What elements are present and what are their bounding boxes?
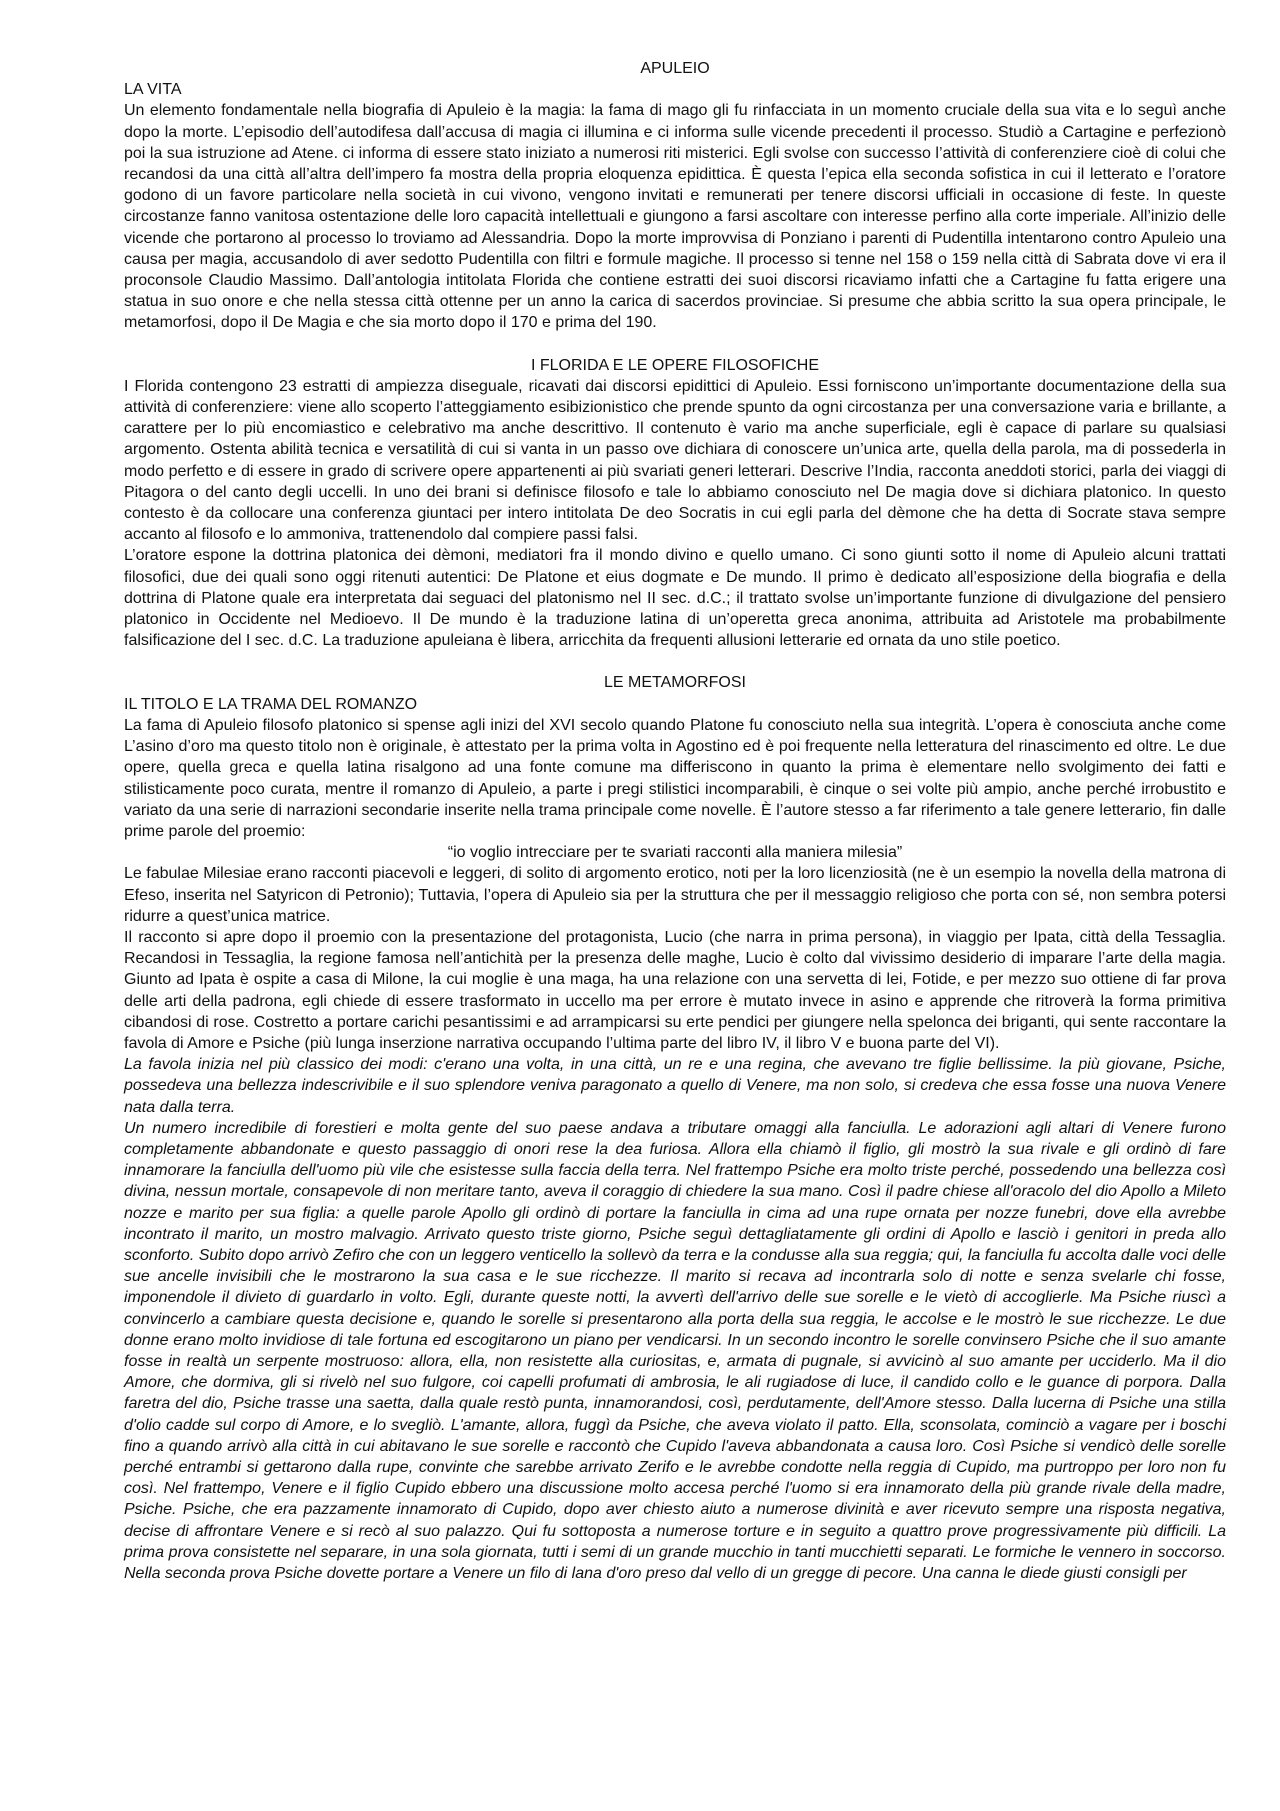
spacer xyxy=(124,651,1226,672)
spacer xyxy=(124,334,1226,355)
paragraph-metamorfosi-1: La fama di Apuleio filosofo platonico si spense agli inizi del XVI secolo quando Platone fu conosciuto nella sua integrità. L’opera è conosciuta anche come L’asino d’oro ma questo titolo non è originale, è attestato per la prima volta in Agostino ed è poi frequente nella letteratura del rinascimento ed oltre. Le due opere, quella greca e quella latina risalgono ad una fonte comune ma differiscono in quanto la prima è elementare nello svolgimento dei fatti e stilisticamente poco curata, mentre il romanzo di Apuleio, a parte i pregi stilistici incomparabili, è cinque o sei volte più ampio, anche perché irrobustito e variato da una serie di narrazioni secondarie inserite nella trama principale come novelle. È l’autore stesso a far riferimento a tale genere letterario, fin dalle prime parole del proemio: xyxy=(124,716,1226,840)
paragraph-metamorfosi-2: Le fabulae Milesiae erano racconti piacevoli e leggeri, di solito di argomento erotico, noti per la loro licenziosità (ne è un esempio la novella della matrona di Efeso, inserita nel Satyricon di Petronio); Tuttavia, l’opera di Apuleio sia per la struttura che per il messaggio religioso che porta con sé, non sembra potersi ridurre a quest’unica matrice. xyxy=(124,865,1226,925)
section-heading-vita: LA VITA xyxy=(124,81,182,99)
section-heading-metamorfosi: LE METAMORFOSI xyxy=(604,674,746,692)
subheading-titolo-trama: IL TITOLO E LA TRAMA DEL ROMANZO xyxy=(124,695,418,713)
paragraph-vita: Un elemento fondamentale nella biografia di Apuleio è la magia: la fama di mago gli fu rinfacciata in un momento cruciale della sua vita e lo seguì anche dopo la morte. L’episodio dell’autodifesa dall’accusa di magia ci illumina e ci informa sulle vicende precedenti il processo. Studiò a Cartagine e perfezionò poi la sua istruzione ad Atene. ci informa di essere stato iniziato a numerosi riti misterici. Egli svolse con successo l’attività di conferenziere cioè di colui che recandosi da una città all’altra dell’impero fa mostra della propria eloquenza epidittica. È questa l’epica ella seconda sofistica in cui il letterato e l’oratore godono di un favore particolare nella società in cui vivono, vengono invitati e remunerati per tenere discorsi ufficiali in occasione di feste. In queste circostanze fanno vanitosa ostentazione delle loro capacità intellettuali e giungono a farsi ascoltare con interesse perfino alla corte imperiale. All’inizio delle vicende che portarono al processo lo troviamo ad Alessandria. Dopo la morte improvvisa di Ponziano i parenti di Pudentilla intentarono contro Apuleio una causa per magia, accusandolo di aver sedotto Pudentilla con filtri e formule magiche. Il processo si tenne nel 158 o 159 nella città di Sabrata dove vi era il proconsole Claudio Massimo. Dall’antologia intitolata Florida che contiene estratti dei suoi discorsi ricaviamo infatti che a Cartagine fu fatta erigere una statua in suo onore e che nella stessa città ottenne per un anno la carica di sacerdos provinciae. Si presume che abbia scritto la sua opera principale, le metamorfosi, dopo il De Magia e che sia morto dopo il 170 e prima del 190. xyxy=(124,102,1226,332)
document-title: APULEIO xyxy=(640,60,710,77)
paragraph-florida-2: L’oratore espone la dottrina platonica dei dèmoni, mediatori fra il mondo divino e quello umano. Ci sono giunti sotto il nome di Apuleio alcuni trattati filosofici, due dei quali sono oggi ritenuti autentici: De Platone et eius dogmate e De mundo. Il primo è dedicato all’esposizione della biografia e della dottrina di Platone quale era interpretata dai seguaci del platonismo nel II sec. d.C.; il trattato svolse un’importante funzione di divulgazione del pensiero platonico in Occidente nel Medioevo. Il De mundo è la traduzione latina di un’operetta greca anonima, attribuita ad Aristotele ma probabilmente falsificazione del I sec. d.C. La traduzione apuleiana è libera, arricchita da frequenti allusioni letterarie ed ornata da uno stile poetico. xyxy=(124,547,1226,650)
italic-paragraph-favola-1: La favola inizia nel più classico dei modi: c'erano una volta, in una città, un re e una regina, che avevano tre figlie bellissime. la più giovane, Psiche, possedeva una bellezza indescrivibile e il suo splendore veniva paragonato a quello di Venere, ma non solo, si credeva che essa fosse una nuova Venere nata dalla terra. xyxy=(124,1056,1226,1116)
proem-quote: “io voglio intrecciare per te svariati racconti alla maniera milesia” xyxy=(447,844,903,862)
document-page xyxy=(124,58,1226,1584)
italic-paragraph-favola-2: Un numero incredibile di forestieri e molta gente del suo paese andava a tributare omaggi alla fanciulla. Le adorazioni agli altari di Venere furono completamente abbandonate e questo passaggio di onori rese la dea furiosa. Allora ella chiamò il figlio, gli mostrò la sua rivale e gli ordinò di fare innamorare la fanciulla dell'uomo più vile che esistesse sulla faccia della terra. Nel frattempo Psiche era molto triste perché, possedendo una bellezza così divina, nessun mortale, consapevole di non meritare tanto, aveva il coraggio di chiedere la sua mano. Così il padre chiese all'oracolo del dio Apollo a Mileto nozze e marito per sua figlia: a quelle parole Apollo gli ordinò di portare la fanciulla in cima ad una rupe ornata per nozze funebri, dove ella avrebbe incontrato il marito, un mostro malvagio. Arrivato questo triste giorno, Psiche seguì dettagliatamente gli ordini di Apollo e lasciò i genitori in preda allo sconforto. Subito dopo arrivò Zefiro che con un leggero venticello la sollevò da terra e la condusse alla sua reggia; qui, la fanciulla fu accolta dalle voci delle sue ancelle invisibili che le mostrarono la sua casa e le sue ricchezze. Il marito si recava ad incontrarla solo di notte e senza svelarle chi fosse, imponendole il divieto di guardarlo in volto. Egli, durante queste notti, la avvertì dell'arrivo delle sue sorelle e le vietò di accoglierle. Ma Psiche riuscì a convincerlo a cambiare questa decisione e, quando le sorelle si presentarono alla porta della sua reggia, le accolse e le mostrò le sue ricchezze. Le due donne erano molto invidiose di tale fortuna ed escogitarono un piano per vendicarsi. In un secondo incontro le sorelle convinsero Psiche che il suo amante fosse in realtà un serpente mostruoso: allora, ella, non resistette alla curiositas, e, armata di pugnale, si avvicinò al suo amante per ucciderlo. Ma il dio Amore, che dormiva, gli si rivelò nel suo fulgore, coi capelli profumati di ambrosia, le ali rugiadose di luce, il candido collo e le guance di porpora. Dalla faretra del dio, Psiche trasse una saetta, dalla quale restò punta, innamorandosi, così, perdutamente, dell'Amore stesso. Dalla lucerna di Psiche una stilla d'olio cadde sul corpo di Amore, e lo svegliò. L'amante, allora, fuggì da Psiche, che aveva violato il patto. Ella, sconsolata, cominciò a vagare per i boschi fino a quando arrivò alla città in cui abitavano le sue sorelle e raccontò che Cupido l'aveva abbandonata a causa loro. Così Psiche si vendicò delle sorelle perché entrambi si gettarono dalla rupe, convinte che sarebbe arrivato Zerifo e le avrebbe condotte nella reggia di Cupido, ma purtroppo per loro non fu così. Nel frattempo, Venere e il figlio Cupido ebbero una discussione molto accesa perché l'uomo si era innamorato della più grande rivale della madre, Psiche. Psiche, che era pazzamente innamorato di Cupido, dopo aver chiesto aiuto a numerose divinità e aver ricevuto sempre una risposta negativa, decise di affrontare Venere e si recò al suo palazzo. Qui fu sottoposta a numerose torture e in seguito a quattro prove progressivamente più difficili. La prima prova consistette nel separare, in una sola giornata, tutti i semi di un grande mucchio in tanti mucchietti separati. Le formiche le vennero in soccorso. Nella seconda prova Psiche dovette portare a Venere un filo di lana d'oro preso dal vello di un gregge di pecore. Una canna le diede giusti consigli per xyxy=(124,1119,1226,1583)
paragraph-metamorfosi-3: Il racconto si apre dopo il proemio con la presentazione del protagonista, Lucio (che narra in prima persona), in viaggio per Ipata, città della Tessaglia. Recandosi in Tessaglia, la regione famosa nell’antichità per la presenza delle maghe, Lucio è colto dal vivissimo desiderio di imparare l’arte della magia. Giunto ad Ipata è ospite a casa di Milone, la cui moglie è una maga, ha una relazione con una servetta di lei, Fotide, e per mezzo suo ottiene di far prova delle arti della padrona, egli chiede di essere trasformato in uccello ma per errore è mutato invece in asino e apprende che ritroverà la forma primitiva cibandosi di rose. Costretto a portare carichi pesantissimi e ad arrampicarsi su erte pendici per giungere nella spelonca dei briganti, qui sente raccontare la favola di Amore e Psiche (più lunga inserzione narrativa occupando l’ultima parte del libro IV, il libro V e buona parte del VI). xyxy=(124,928,1226,1052)
paragraph-florida-1: I Florida contengono 23 estratti di ampiezza diseguale, ricavati dai discorsi epidittici di Apuleio. Essi forniscono un’importante documentazione della sua attività di conferenziere: viene allo scoperto l’atteggiamento esibizionistico che prende spunto da ogni circostanza per una conversazione varia e brillante, a carattere per lo più encomiastico e celebrativo ma anche descrittivo. Il contenuto è vario ma anche superficiale, egli è capace di parlare su qualsiasi argomento. Ostenta abilità tecnica e versatilità di cui si vanta in un passo ove dichiara di conoscere un’unica arte, quella della parola, ma di possederla in modo perfetto e di essere in grado di scrivere opere appartenenti ai più svariati generi letterari. Descrive l’India, racconta aneddoti storici, parla dei viaggi di Pitagora o del canto degli uccelli. In uno dei brani si definisce filosofo e tale lo abbiamo conosciuto nel De magia dove si dichiara platonico. In questo contesto è da collocare una conferenza giuntaci per intero intitolata De deo Socratis in cui egli parla del dèmone che ha detta di Socrate stava sempre accanto al filosofo e lo ammoniva, trattenendolo dal compiere passi falsi. xyxy=(124,377,1226,544)
section-heading-florida: I FLORIDA E LE OPERE FILOSOFICHE xyxy=(530,356,820,374)
